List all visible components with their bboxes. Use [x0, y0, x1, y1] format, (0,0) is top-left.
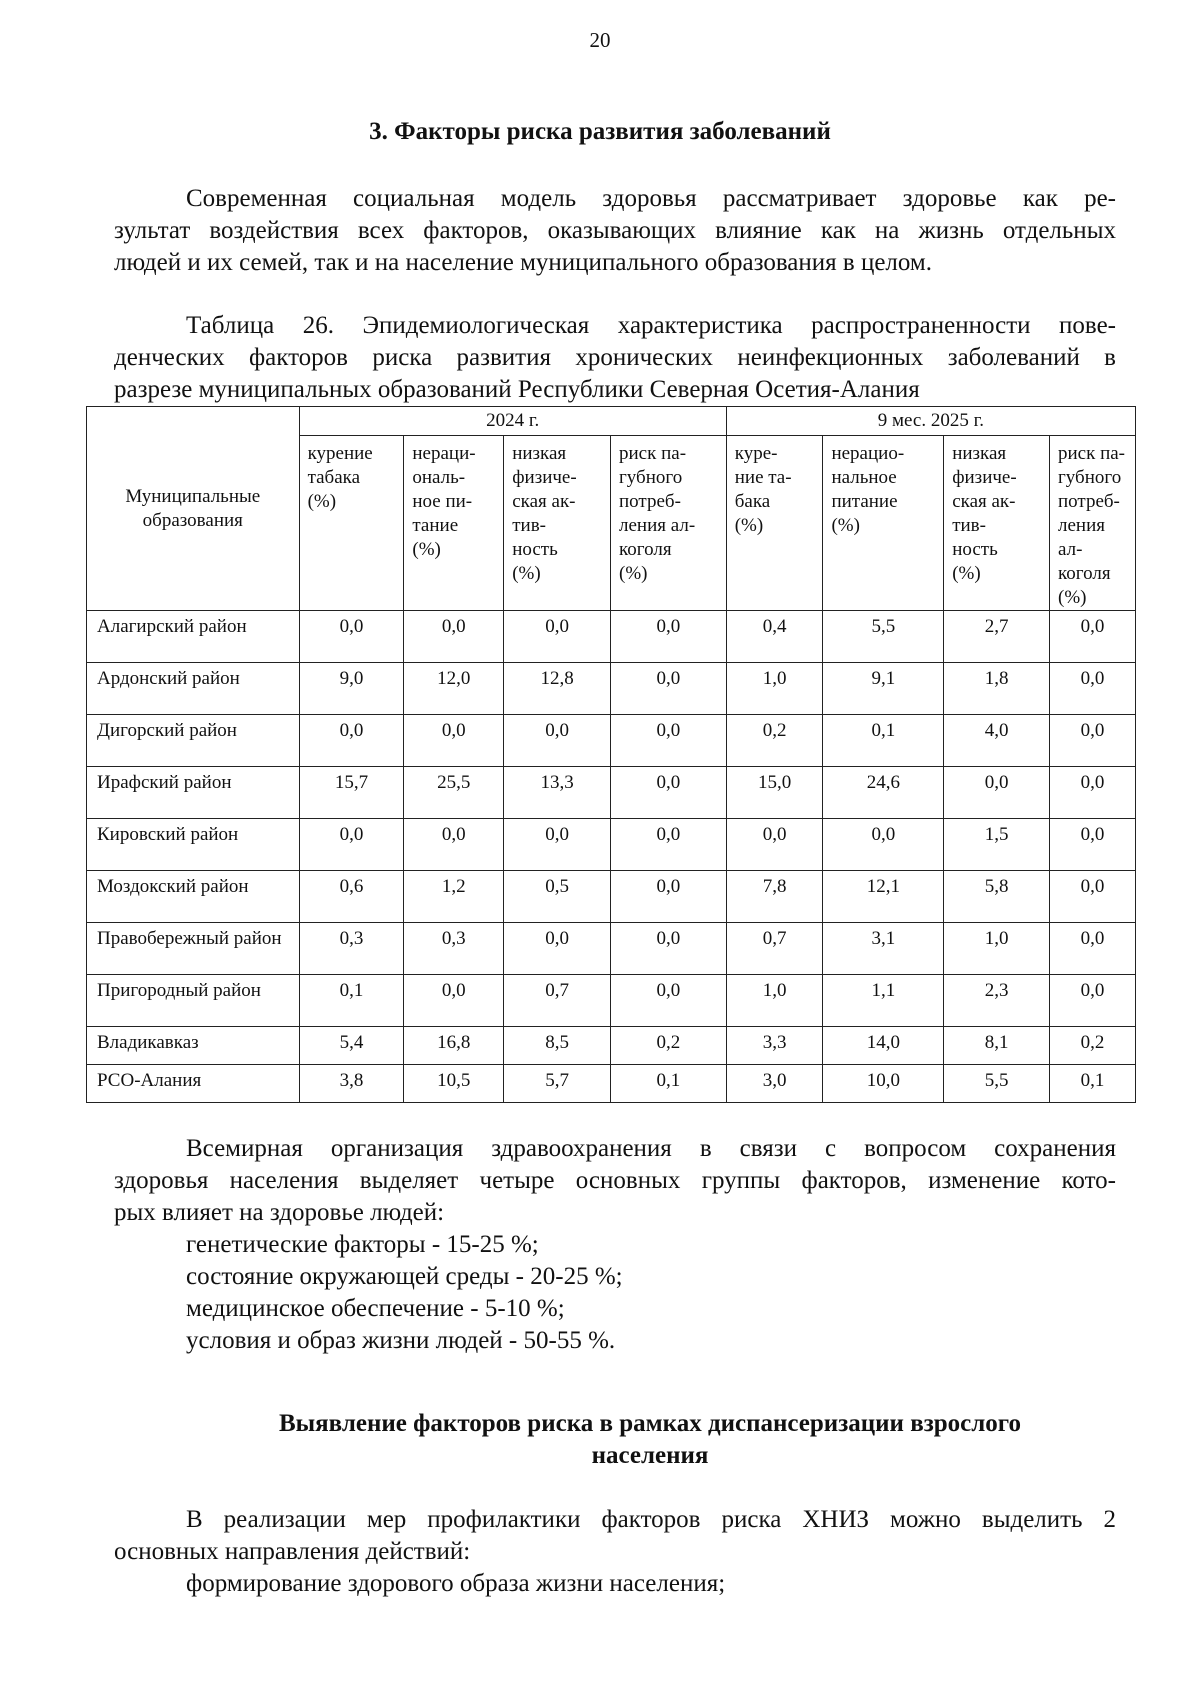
table-cell: 0,0 [404, 611, 504, 663]
table-cell: 0,4 [726, 611, 823, 663]
table-cell: 0,0 [611, 923, 727, 975]
final-paragraph [114, 1504, 1116, 1600]
table-cell: 1,0 [726, 975, 823, 1027]
table-cell: 1,8 [944, 663, 1050, 715]
table-cell: 7,8 [726, 871, 823, 923]
section-title: 3. Факторы риска развития заболеваний [369, 118, 831, 145]
table-cell: 0,0 [299, 715, 404, 767]
final-line: основных направления действий: [114, 1538, 471, 1565]
column-header: низкая физиче- ская ак- тив- ность (%) [944, 436, 1050, 611]
table-cell: 12,8 [504, 663, 611, 715]
table-cell: 0,0 [299, 611, 404, 663]
table-cell: 1,5 [944, 819, 1050, 871]
table-cell: 13,3 [504, 767, 611, 819]
table-row [87, 871, 1136, 923]
table-cell: 0,0 [1050, 767, 1136, 819]
table-cell: 16,8 [404, 1027, 504, 1065]
table-body [87, 611, 1136, 1103]
table-cell: 0,7 [504, 975, 611, 1027]
table-cell: 3,0 [726, 1065, 823, 1103]
table-row [87, 923, 1136, 975]
group-header-2024: 2024 г. [299, 407, 726, 436]
column-header: куре- ние та- бака (%) [726, 436, 823, 611]
subtitle-line: населения [591, 1442, 709, 1469]
table-cell: 0,0 [1050, 871, 1136, 923]
column-header: курение табака (%) [299, 436, 404, 611]
table-cell: 0,1 [299, 975, 404, 1027]
table-cell: 0,1 [611, 1065, 727, 1103]
table-cell: 0,0 [611, 871, 727, 923]
table-row [87, 975, 1136, 1027]
table-cell: 0,0 [404, 819, 504, 871]
caption-line: денческих факторов риска развития хронических неинфекционных заболеваний в [114, 344, 1116, 371]
table-cell: 15,0 [726, 767, 823, 819]
table-cell: 0,0 [504, 819, 611, 871]
list-item: генетические факторы - 15-25 %; [186, 1231, 539, 1258]
table-cell: 2,7 [944, 611, 1050, 663]
table-cell: 0,5 [504, 871, 611, 923]
table-row [87, 767, 1136, 819]
who-paragraph [114, 1133, 1116, 1229]
table-cell: 0,0 [611, 767, 727, 819]
table-cell: 1,1 [823, 975, 944, 1027]
table-cell: 0,2 [611, 1027, 727, 1065]
intro-line: Современная социальная модель здоровья рассматривает здоровье как ре- [186, 185, 1116, 212]
table-cell: 14,0 [823, 1027, 944, 1065]
row-header: Муниципальные образования [87, 407, 300, 611]
table-cell: 3,8 [299, 1065, 404, 1103]
table-cell: 0,1 [1050, 1065, 1136, 1103]
table-cell: 8,1 [944, 1027, 1050, 1065]
table-row [87, 819, 1136, 871]
table-cell: 0,0 [611, 611, 727, 663]
table-cell: 0,0 [823, 819, 944, 871]
who-line: рых влияет на здоровье людей: [114, 1199, 445, 1226]
municipality-name: Правобережный район [87, 923, 300, 975]
table-cell: 0,0 [611, 663, 727, 715]
table-cell: 0,0 [611, 819, 727, 871]
table-cell: 15,7 [299, 767, 404, 819]
municipality-name: Владикавказ [87, 1027, 300, 1065]
table-cell: 0,0 [504, 923, 611, 975]
table-cell: 0,7 [726, 923, 823, 975]
caption-line: Таблица 26. Эпидемиологическая характеристика распространенности пове- [186, 312, 1116, 339]
table-cell: 10,5 [404, 1065, 504, 1103]
table-cell: 24,6 [823, 767, 944, 819]
table-row [87, 611, 1136, 663]
table-cell: 0,1 [823, 715, 944, 767]
table-cell: 0,3 [404, 923, 504, 975]
table-cell: 0,0 [611, 975, 727, 1027]
municipality-name: Ирафский район [87, 767, 300, 819]
table-cell: 0,0 [504, 715, 611, 767]
table-row [87, 715, 1136, 767]
table-cell: 10,0 [823, 1065, 944, 1103]
table-row [87, 1027, 1136, 1065]
table-cell: 0,3 [299, 923, 404, 975]
group-header-2025: 9 мес. 2025 г. [726, 407, 1135, 436]
table-row [87, 1065, 1136, 1103]
factor-list [186, 1229, 623, 1357]
municipality-name: Алагирский район [87, 611, 300, 663]
table-cell: 12,0 [404, 663, 504, 715]
table-cell: 0,0 [1050, 715, 1136, 767]
table-cell: 2,3 [944, 975, 1050, 1027]
table-cell: 0,6 [299, 871, 404, 923]
column-header: нераци- ональ- ное пи- тание (%) [404, 436, 504, 611]
final-line: формирование здорового образа жизни населения; [186, 1570, 726, 1597]
table-cell: 5,7 [504, 1065, 611, 1103]
intro-paragraph [114, 183, 1116, 279]
table-cell: 9,0 [299, 663, 404, 715]
who-line: Всемирная организация здравоохранения в связи с вопросом сохранения [186, 1135, 1116, 1162]
column-header: риск па- губного потреб- ления ал- коголя (%) [1050, 436, 1136, 611]
table-cell: 4,0 [944, 715, 1050, 767]
municipality-name: Пригородный район [87, 975, 300, 1027]
final-line: В реализации мер профилактики факторов риска ХНИЗ можно выделить 2 [186, 1506, 1116, 1533]
table-cell: 3,1 [823, 923, 944, 975]
table-cell: 0,0 [404, 715, 504, 767]
table-cell: 0,0 [726, 819, 823, 871]
intro-line: людей и их семей, так и на население муниципального образования в целом. [114, 249, 932, 276]
table-cell: 25,5 [404, 767, 504, 819]
list-item: условия и образ жизни людей - 50-55 %. [186, 1327, 616, 1354]
table-cell: 0,2 [1050, 1027, 1136, 1065]
table-cell: 8,5 [504, 1027, 611, 1065]
page-number: 20 [589, 28, 611, 52]
municipality-name: Моздокский район [87, 871, 300, 923]
table-row [87, 663, 1136, 715]
risk-factors-table [86, 406, 1136, 1103]
table-cell: 5,8 [944, 871, 1050, 923]
table-cell: 9,1 [823, 663, 944, 715]
table-cell: 0,0 [944, 767, 1050, 819]
table-cell: 1,0 [944, 923, 1050, 975]
municipality-name: РСО-Алания [87, 1065, 300, 1103]
table-cell: 5,4 [299, 1027, 404, 1065]
column-header: риск па- губного потреб- ления ал- коголя (%) [611, 436, 727, 611]
municipality-name: Кировский район [87, 819, 300, 871]
table-cell: 5,5 [944, 1065, 1050, 1103]
table-cell: 12,1 [823, 871, 944, 923]
table-cell: 0,0 [404, 975, 504, 1027]
caption-line: разрезе муниципальных образований Республики Северная Осетия-Алания [114, 376, 920, 403]
table-cell: 0,0 [1050, 819, 1136, 871]
list-item: состояние окружающей среды - 20-25 %; [186, 1263, 623, 1290]
municipality-name: Дигорский район [87, 715, 300, 767]
subsection-title [0, 1408, 1200, 1472]
intro-line: зультат воздействия всех факторов, оказывающих влияние как на жизнь отдельных [114, 217, 1116, 244]
table-cell: 0,0 [299, 819, 404, 871]
table-caption [114, 310, 1116, 406]
municipality-name: Ардонский район [87, 663, 300, 715]
table-cell: 0,2 [726, 715, 823, 767]
table-cell: 1,2 [404, 871, 504, 923]
subtitle-line: Выявление факторов риска в рамках диспансеризации взрослого [278, 1410, 1022, 1437]
column-header: низкая физиче- ская ак- тив- ность (%) [504, 436, 611, 611]
who-line: здоровья населения выделяет четыре основных группы факторов, изменение кото- [114, 1167, 1116, 1194]
table-cell: 0,0 [1050, 923, 1136, 975]
table-cell: 5,5 [823, 611, 944, 663]
table-cell: 0,0 [611, 715, 727, 767]
table-cell: 0,0 [1050, 663, 1136, 715]
table-cell: 1,0 [726, 663, 823, 715]
table-cell: 3,3 [726, 1027, 823, 1065]
table-cell: 0,0 [504, 611, 611, 663]
column-header: нерацио- нальное питание (%) [823, 436, 944, 611]
list-item: медицинское обеспечение - 5-10 %; [186, 1295, 565, 1322]
table-cell: 0,0 [1050, 975, 1136, 1027]
table-cell: 0,0 [1050, 611, 1136, 663]
